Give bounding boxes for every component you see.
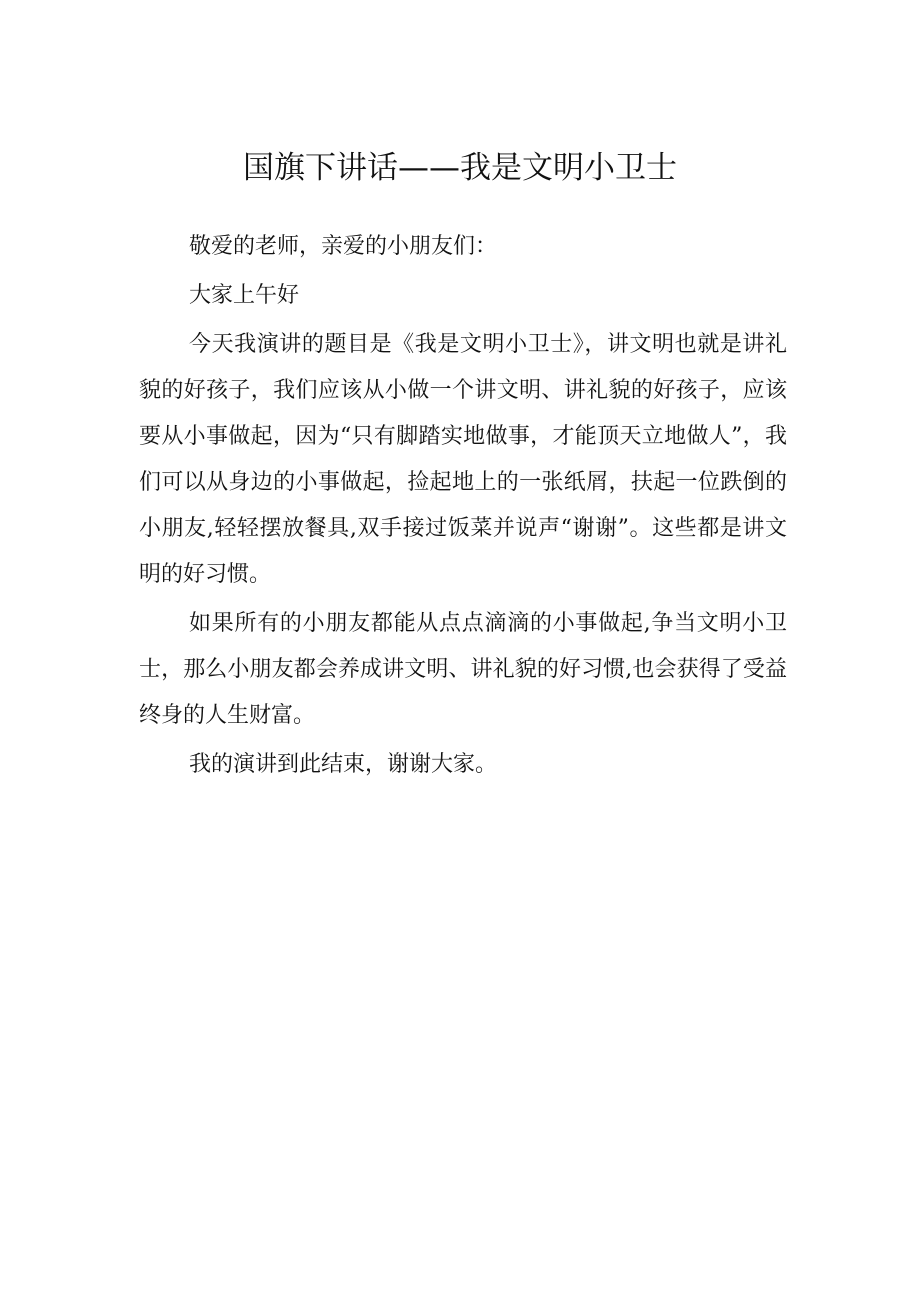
paragraph-closing: 我的演讲到此结束，谢谢大家。 [189,752,498,777]
document-title: 国旗下讲话——我是文明小卫士 [243,150,677,186]
paragraph-call: 如果所有的小朋友都能从点点滴滴的小事做起,争当文明小卫士，那么小朋友都会养成讲文明、讲礼貌的好习惯,也会获得了受益终身的人生财富。 [139,611,787,728]
document-body [139,224,787,791]
paragraph-greeting: 大家上午好 [189,283,300,308]
paragraph-salutation: 敬爱的老师，亲爱的小朋友们： [189,234,498,259]
paragraph-main: 今天我演讲的题目是《我是文明小卫士》，讲文明也就是讲礼貌的好孩子，我们应该从小做一个讲文明、讲礼貌的好孩子，应该要从小事做起，因为“只有脚踏实地做事，才能顶天立地做人”，我们可以从身边的小事做起，捡起地上的一张纸屑，扶起一位跌倒的小朋友,轻轻摆放餐具,双手接过饭菜并说声“谢谢”。这些都是讲文明的好习惯。 [139,332,787,587]
